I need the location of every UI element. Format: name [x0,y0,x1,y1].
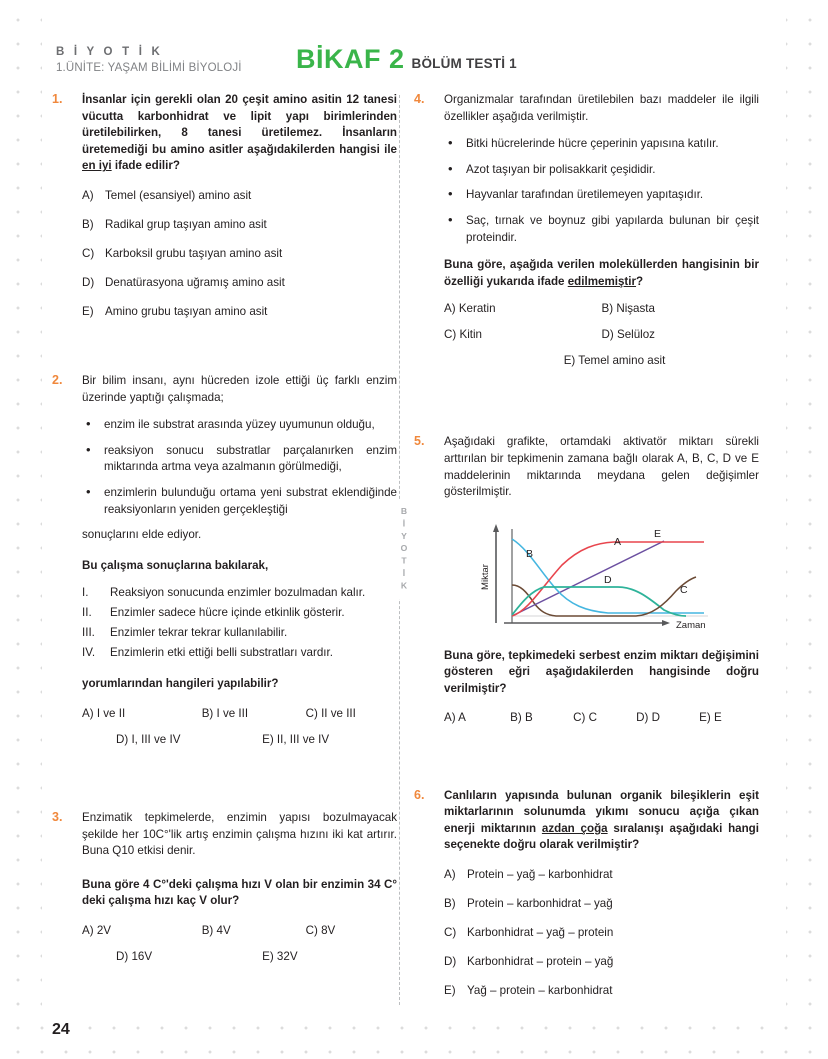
right-column [414,92,759,1012]
spacer [414,764,759,788]
question-4-prompt-part-a: Buna göre, aşağıda verilen moleküllerden hangisinin bir özelliği yukarıda ifade [444,258,759,288]
option-a[interactable]: A) I ve II [82,706,126,720]
question-6-stem-underline: azdan çoğa [541,821,608,835]
question-3 [52,810,397,963]
question-1-stem [82,92,397,175]
option-a-text: Temel (esansiyel) amino asit [105,188,252,202]
option-b-letter: B) [82,217,94,231]
bullet-item: • Hayvanlar tarafından üretilemeyen yapıtaşıdır. [444,187,759,204]
amount-vs-time-chart [468,515,718,633]
option-d[interactable]: D) Selüloz [601,328,655,342]
question-2-stem: Bir bilim insanı, aynı hücreden izole ettiği üç farklı enzim üzerinde yaptığı çalışmada; [82,373,397,404]
option-c-text: Karboksil grubu taşıyan amino asit [105,246,283,260]
roman-numeral: II. [82,606,92,620]
question-1-stem-part-b: ifade edilir? [111,159,180,173]
question-1-stem-underline: en iyi [82,159,112,173]
option-a-text: Protein – yağ – karbonhidrat [467,867,613,881]
vertical-brand-text: BİYOTİK [392,500,408,599]
curve-e [512,541,664,616]
curve-c [608,577,696,616]
x-axis-label: Zaman [676,619,706,631]
question-1-options [82,188,397,320]
option-d[interactable]: D) I, III ve IV [116,732,181,746]
option-e[interactable]: E) II, III ve IV [262,732,330,746]
question-4-number: 4. [414,92,425,106]
option-b[interactable]: B) 4V [201,923,231,937]
question-5 [414,434,759,723]
option-c[interactable] [444,925,759,941]
bullet-item: • Saç, tırnak ve boynuz gibi yapılarda bulunan bir çeşit proteindir. [444,213,759,246]
question-3-stem: Enzimatik tepkimelerde, enzimin yapısı bozulmayacak şekilde her 10C°'lik artış enzimin çalışma hızını iki kat artırır. Buna Q10 etkisi denir. [82,810,397,858]
spacer [52,746,397,786]
option-e-text: Yağ – protein – karbonhidrat [467,983,613,997]
question-2-prompt-1: Bu çalışma sonuçlarına bakılarak, [82,558,269,572]
question-1-number: 1. [52,92,63,106]
bullet-item: • Azot taşıyan bir polisakkarit çeşididir. [444,162,759,179]
option-e[interactable]: E) E [699,710,722,724]
question-5-number: 5. [414,434,425,449]
question-6-stem-part-a: Canlıların yapısında bulunan organik bileşiklerin eşit miktarlarının solunumda yıkımı sonucu açığa çıkan enerji miktarının [444,788,759,835]
option-a-letter: A) [444,867,456,881]
roman-text: Reaksiyon sonucunda enzimler bozulmadan kalır. [110,586,366,600]
option-a[interactable] [444,867,759,883]
question-5-options [444,711,759,724]
question-3-prompt: Buna göre 4 C°'deki çalışma hızı V olan bir enzimin 34 C° deki çalışma hızı kaç V olur? [82,877,397,908]
option-c-letter: C) [82,246,95,260]
option-b-text: Protein – karbonhidrat – yağ [467,896,613,910]
page-number: 24 [48,1019,78,1041]
option-b[interactable]: B) B [510,710,533,724]
unit-subtitle: 1.ÜNİTE: YAŞAM BİLİMİ BİYOLOJİ [56,62,242,74]
bullet-item: • Bitki hücrelerinde hücre çeperinin yapısına katılır. [444,136,759,153]
option-a[interactable]: A) Keratin [444,302,496,316]
option-a[interactable]: A) 2V [82,923,111,937]
x-axis [504,620,670,626]
question-2-prompt-2: yorumlarından hangileri yapılabilir? [82,677,279,691]
option-b[interactable]: B) Nişasta [601,302,655,316]
y-axis-label: Miktar [480,563,491,590]
curve-label-c: C [680,583,688,596]
question-6-stem-part-b: sıralanışı aşağıdaki hangi seçenekte doğru olarak verilmiştir? [444,821,759,852]
option-c[interactable]: C) C [573,710,597,724]
curve-label-d: D [604,573,612,586]
curve-label-a: A [614,535,622,548]
roman-text: Enzimler sadece hücre içinde etkinlik gösterir. [110,606,345,620]
spacer [52,333,397,373]
question-2-options [82,707,397,746]
roman-item [82,643,397,663]
option-c[interactable]: C) II ve III [305,706,356,720]
left-column [52,92,397,963]
question-4-prompt-part-b: ? [636,274,644,288]
spacer [414,724,759,764]
question-3-number: 3. [52,809,63,824]
roman-numeral: I. [82,586,89,600]
question-6-number: 6. [414,787,425,802]
question-2-bullets [82,417,397,518]
option-a[interactable] [82,188,397,204]
page-header [56,46,776,86]
option-d[interactable]: D) 16V [116,949,153,963]
question-1 [52,92,397,320]
roman-text: Enzimler tekrar tekrar kullanılabilir. [110,626,288,640]
option-d-letter: D) [82,275,95,289]
question-4-prompt [444,257,759,290]
bullet-item: • enzimlerin bulunduğu ortama yeni substrat eklendiğinde reaksiyonların yeniden gerçekleştiği [82,485,397,518]
question-2 [52,373,397,746]
curve-label-e: E [654,527,662,540]
question-5-graph [468,515,718,633]
option-d-text: Karbonhidrat – protein – yağ [467,954,614,968]
brand-name: B İ Y O T İ K [56,46,163,58]
option-d[interactable]: D) D [636,710,660,724]
option-e[interactable] [82,304,397,320]
roman-item [82,583,397,603]
option-b-letter: B) [444,896,456,910]
roman-numeral: IV. [82,646,96,660]
option-d[interactable] [82,275,397,291]
question-5-prompt: Buna göre, tepkimedeki serbest enzim miktarı değişimini gösteren eğri aşağıdakilerden hangisinde doğru verilmiştir? [444,648,759,695]
option-e-text: Amino grubu taşıyan amino asit [105,304,268,318]
roman-text: Enzimlerin etki ettiği belli substratları vardır. [110,646,333,660]
option-c-text: Karbonhidrat – yağ – protein [467,925,614,939]
option-e[interactable] [444,983,759,999]
option-c[interactable]: C) 8V [305,923,336,937]
question-6 [414,788,759,999]
test-title-sub: BÖLÜM TESTİ 1 [411,56,517,71]
question-4-bullets [444,136,759,246]
option-e[interactable]: E) 32V [262,949,298,963]
option-c[interactable]: C) Kitin [444,328,483,342]
option-c[interactable] [82,246,397,262]
option-e[interactable]: E) Temel amino asit [563,354,666,368]
roman-item [82,623,397,643]
roman-item [82,603,397,623]
question-4-prompt-underline: edilmemiştir [567,274,637,288]
curve-label-b: B [526,547,534,560]
question-4-stem: Organizmalar tarafından üretilebilen bazı maddeler ile ilgili özellikler aşağıda verilmiştir. [444,93,759,123]
option-d-letter: D) [444,954,457,968]
test-title-main: BİKAF 2 [296,44,405,74]
option-a-letter: A) [82,188,94,202]
question-4 [414,92,759,367]
option-c-letter: C) [444,925,457,939]
spacer [52,786,397,810]
option-d[interactable] [444,954,759,970]
question-4-options [444,302,759,367]
roman-numeral: III. [82,626,95,640]
option-b[interactable] [82,217,397,233]
option-e-letter: E) [444,983,456,997]
question-6-stem [444,788,759,854]
option-b[interactable] [444,896,759,912]
question-1-stem-part-a: İnsanlar için gerekli olan 20 çeşit amino asitin 12 tanesi vücutta karbonhidrat ve lipit yapı birimlerinden üretilebilirken, 8 tanesi üretilemez. İnsanların üretemediği bu amino asitler aşağıdakilerden hangisi ile [82,93,397,156]
option-d-text: Denatürasyona uğramış amino asit [105,275,285,289]
question-2-number: 2. [52,372,63,387]
question-5-stem: Aşağıdaki grafikte, ortamdaki aktivatör miktarı sürekli arttırılan bir tepkimenin zamana bağlı olarak A, B, C, D ve E maddelerinin miktarında meydana gelen değişimler gösterilmiştir. [444,435,759,499]
question-3-options [82,924,397,963]
question-2-roman-list [82,583,397,663]
spacer [414,380,759,420]
option-b[interactable]: B) I ve III [201,706,249,720]
question-6-options [444,867,759,999]
option-b-text: Radikal grup taşıyan amino asit [105,217,267,231]
question-2-closing: sonuçlarını elde ediyor. [82,528,202,542]
test-title [296,44,517,75]
spacer [414,420,759,434]
bullet-item: • enzim ile substrat arasında yüzey uyumunun olduğu, [82,417,397,434]
y-axis [493,524,499,623]
option-a[interactable]: A) A [444,710,466,724]
bullet-item: • reaksiyon sonucu substratlar parçalanırken enzim miktarında artma veya azalmanın görülmediği, [82,443,397,476]
option-e-letter: E) [82,304,94,318]
